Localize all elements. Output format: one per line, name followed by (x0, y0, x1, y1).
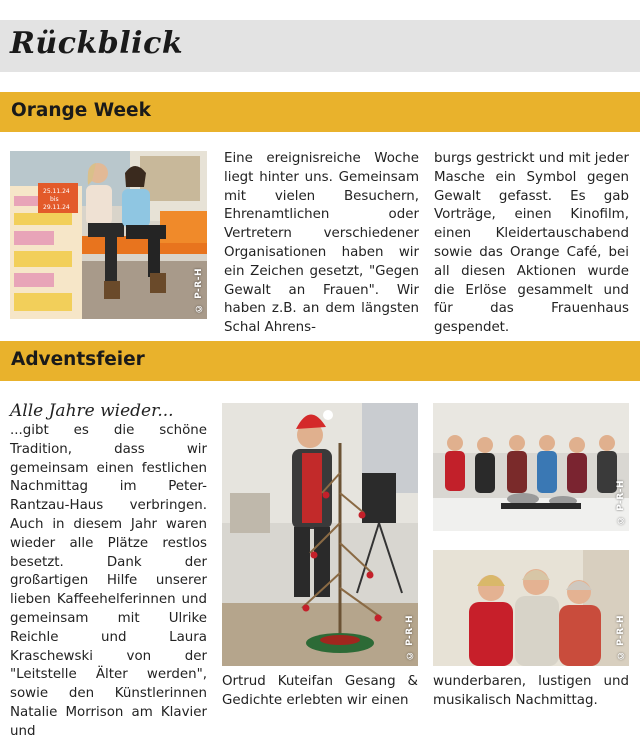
advent-group-illustration (433, 403, 629, 531)
section-title-orange-week: Orange Week (11, 100, 151, 121)
section-header-orange-week (0, 92, 640, 132)
section-title-adventsfeier: Adventsfeier (11, 349, 145, 370)
photo-copyright: © P-R-H (194, 267, 204, 313)
orange-week-text-column-2 (434, 150, 629, 338)
advent-paragraph-3: wunderbaren, lustigen und musikalisch Nachmittag. (433, 674, 629, 708)
advent-photo-three-women (433, 550, 629, 666)
photo-copyright: © P-R-H (616, 479, 626, 525)
photo-copyright: © P-R-H (405, 614, 415, 660)
orange-week-text-column-1 (224, 150, 419, 338)
photo-copyright: © P-R-H (616, 614, 626, 660)
advent-text-column-3 (433, 673, 629, 711)
advent-intro-heading: Alle Jahre wieder... (10, 401, 174, 421)
advent-paragraph-2: Ortrud Kuteifan Gesang & Gedichte erlebten wir einen (222, 674, 418, 708)
advent-photo-group (433, 403, 629, 531)
advent-tree-illustration (222, 403, 418, 666)
section-header-adventsfeier (0, 341, 640, 381)
orange-week-photo (10, 151, 207, 319)
page-title-bar (0, 20, 640, 72)
advent-photo-tree (222, 403, 418, 666)
poster-date-2: bis (50, 196, 59, 203)
orange-week-photo-illustration (10, 151, 207, 319)
orange-week-paragraph-1: Eine ereignisreiche Woche liegt hinter uns. Gemeinsam mit vielen Besuchern, Ehrenamtlichen oder Vertretern verschiedener Organisationen haben wir ein Zeichen gesetzt, "Gegen Gewalt an Frauen". Wir haben z.B. an dem längsten Schal Ahrens- (224, 151, 419, 336)
advent-text-column-2 (222, 673, 418, 711)
advent-three-women-illustration (433, 550, 629, 666)
poster-date-3: 29.11.24 (43, 204, 70, 211)
advent-paragraph-1: ...gibt es die schöne Tradition, dass wir gemeinsam einen festlichen Nachmittag im Peter-Rantzau-Haus verbringen. Auch in diesem Jahr waren wieder alle Plätze restlos besetzt. Dank der großartigen Hilfe unserer lieben Kaffeehelferinnen und gemeinsam mit Ulrike Reichle und Laura Kraschewski von der "Leitstelle Älter werden", sowie den Künstlerinnen Natalie Morrison am Klavier und (10, 423, 207, 739)
page-title: Rückblick (10, 26, 184, 61)
poster-date-1: 25.11.24 (43, 188, 70, 195)
advent-text-column-1 (10, 400, 207, 742)
orange-week-paragraph-2: burgs gestrickt und mit jeder Masche ein Symbol gegen Gewalt gefasst. Es gab Vorträge, einen Kinofilm, einen Kleidertauschabend sowie das Orange Café, bei all diesen Aktionen wurde die Erlöse gesammelt und für das Frauenhaus gespendet. (434, 151, 630, 336)
